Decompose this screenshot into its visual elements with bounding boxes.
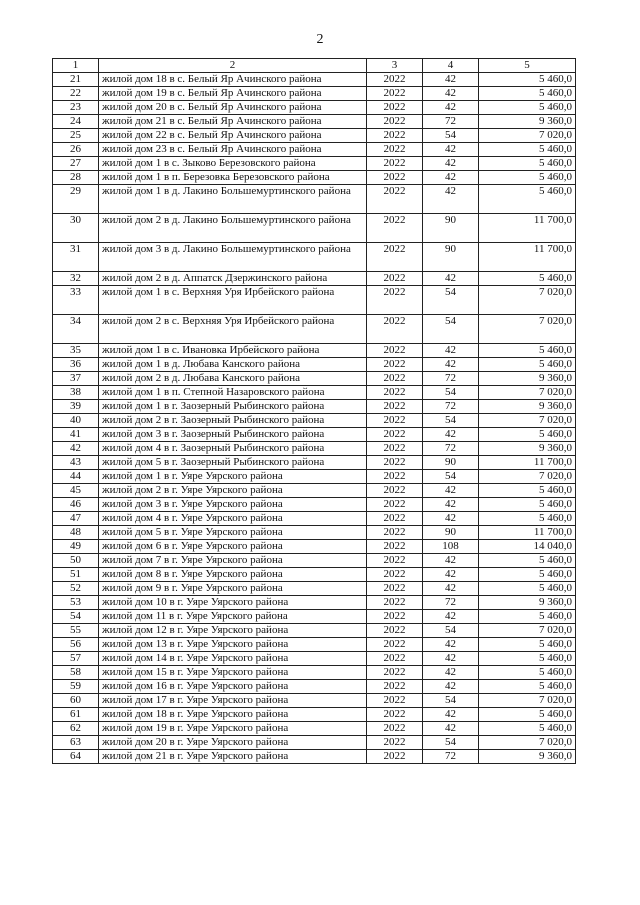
row-object-name: жилой дом 23 в с. Белый Яр Ачинского района [99,143,367,157]
row-quantity: 42 [423,554,479,568]
row-year: 2022 [367,582,423,596]
row-object-name: жилой дом 18 в г. Уяре Уярского района [99,708,367,722]
row-number: 38 [53,386,99,400]
table-row [53,750,576,764]
row-object-name: жилой дом 5 в г. Заозерный Рыбинского района [99,456,367,470]
row-amount: 11 700,0 [479,243,576,272]
row-year: 2022 [367,624,423,638]
row-quantity: 54 [423,470,479,484]
table-row [53,582,576,596]
row-year: 2022 [367,652,423,666]
row-year: 2022 [367,722,423,736]
row-quantity: 54 [423,386,479,400]
row-number: 58 [53,666,99,680]
table-row [53,666,576,680]
row-number: 62 [53,722,99,736]
row-year: 2022 [367,666,423,680]
row-year: 2022 [367,344,423,358]
row-year: 2022 [367,157,423,171]
row-quantity: 42 [423,428,479,442]
row-amount: 5 460,0 [479,157,576,171]
row-quantity: 42 [423,582,479,596]
row-quantity: 42 [423,652,479,666]
row-amount: 14 040,0 [479,540,576,554]
row-object-name: жилой дом 1 в п. Березовка Березовского района [99,171,367,185]
table-row [53,73,576,87]
row-year: 2022 [367,129,423,143]
row-quantity: 72 [423,372,479,386]
row-year: 2022 [367,428,423,442]
row-amount: 7 020,0 [479,129,576,143]
row-amount: 5 460,0 [479,358,576,372]
row-amount: 11 700,0 [479,214,576,243]
row-amount: 5 460,0 [479,484,576,498]
row-amount: 5 460,0 [479,272,576,286]
row-year: 2022 [367,243,423,272]
row-number: 47 [53,512,99,526]
row-object-name: жилой дом 5 в г. Уяре Уярского района [99,526,367,540]
row-year: 2022 [367,526,423,540]
row-quantity: 90 [423,456,479,470]
row-quantity: 72 [423,115,479,129]
row-year: 2022 [367,694,423,708]
row-object-name: жилой дом 7 в г. Уяре Уярского района [99,554,367,568]
row-year: 2022 [367,484,423,498]
row-year: 2022 [367,101,423,115]
row-amount: 7 020,0 [479,736,576,750]
row-quantity: 42 [423,171,479,185]
row-amount: 5 460,0 [479,652,576,666]
row-object-name: жилой дом 15 в г. Уяре Уярского района [99,666,367,680]
column-header: 5 [479,59,576,73]
row-object-name: жилой дом 1 в п. Степной Назаровского района [99,386,367,400]
row-object-name: жилой дом 19 в с. Белый Яр Ачинского района [99,87,367,101]
row-quantity: 90 [423,526,479,540]
table-row [53,680,576,694]
row-quantity: 42 [423,157,479,171]
row-quantity: 54 [423,129,479,143]
row-object-name: жилой дом 4 в г. Уяре Уярского района [99,512,367,526]
table-row [53,129,576,143]
row-year: 2022 [367,540,423,554]
row-object-name: жилой дом 3 в г. Уяре Уярского района [99,498,367,512]
row-amount: 5 460,0 [479,73,576,87]
row-amount: 9 360,0 [479,115,576,129]
table-row [53,358,576,372]
table-row [53,372,576,386]
row-amount: 11 700,0 [479,526,576,540]
row-object-name: жилой дом 14 в г. Уяре Уярского района [99,652,367,666]
table-row [53,638,576,652]
row-year: 2022 [367,512,423,526]
row-object-name: жилой дом 2 в г. Уяре Уярского района [99,484,367,498]
row-number: 56 [53,638,99,652]
row-object-name: жилой дом 17 в г. Уяре Уярского района [99,694,367,708]
row-number: 44 [53,470,99,484]
row-year: 2022 [367,596,423,610]
row-year: 2022 [367,708,423,722]
row-quantity: 42 [423,498,479,512]
row-quantity: 54 [423,414,479,428]
row-number: 34 [53,315,99,344]
row-quantity: 54 [423,736,479,750]
row-quantity: 72 [423,442,479,456]
row-quantity: 42 [423,708,479,722]
row-amount: 5 460,0 [479,428,576,442]
row-year: 2022 [367,171,423,185]
row-quantity: 42 [423,344,479,358]
row-number: 36 [53,358,99,372]
column-header: 1 [53,59,99,73]
row-amount: 5 460,0 [479,171,576,185]
row-amount: 5 460,0 [479,708,576,722]
table-row [53,596,576,610]
row-year: 2022 [367,286,423,315]
row-amount: 5 460,0 [479,638,576,652]
row-amount: 9 360,0 [479,596,576,610]
row-amount: 5 460,0 [479,185,576,214]
row-year: 2022 [367,386,423,400]
row-amount: 5 460,0 [479,143,576,157]
row-quantity: 42 [423,87,479,101]
row-quantity: 42 [423,722,479,736]
table-row [53,456,576,470]
row-quantity: 54 [423,315,479,344]
row-year: 2022 [367,214,423,243]
row-object-name: жилой дом 2 в д. Лакино Большемуртинского района [99,214,367,243]
row-year: 2022 [367,554,423,568]
row-amount: 5 460,0 [479,344,576,358]
row-number: 48 [53,526,99,540]
row-year: 2022 [367,568,423,582]
row-number: 55 [53,624,99,638]
row-object-name: жилой дом 1 в г. Уяре Уярского района [99,470,367,484]
table-row [53,736,576,750]
table-row [53,694,576,708]
row-number: 42 [53,442,99,456]
row-number: 64 [53,750,99,764]
row-number: 50 [53,554,99,568]
row-year: 2022 [367,372,423,386]
row-amount: 9 360,0 [479,400,576,414]
row-quantity: 42 [423,610,479,624]
table-row [53,87,576,101]
row-object-name: жилой дом 1 в с. Ивановка Ирбейского района [99,344,367,358]
row-amount: 5 460,0 [479,722,576,736]
table-row [53,652,576,666]
table-row [53,610,576,624]
row-quantity: 42 [423,484,479,498]
table-row [53,386,576,400]
row-number: 21 [53,73,99,87]
row-number: 63 [53,736,99,750]
row-number: 40 [53,414,99,428]
row-amount: 5 460,0 [479,554,576,568]
row-amount: 7 020,0 [479,386,576,400]
row-number: 25 [53,129,99,143]
table-row [53,214,576,243]
row-number: 37 [53,372,99,386]
row-object-name: жилой дом 6 в г. Уяре Уярского района [99,540,367,554]
row-object-name: жилой дом 1 в с. Зыково Березовского района [99,157,367,171]
row-quantity: 42 [423,638,479,652]
row-object-name: жилой дом 2 в г. Заозерный Рыбинского района [99,414,367,428]
row-object-name: жилой дом 1 в д. Любава Канского района [99,358,367,372]
row-object-name: жилой дом 18 в с. Белый Яр Ачинского района [99,73,367,87]
row-year: 2022 [367,115,423,129]
row-amount: 7 020,0 [479,624,576,638]
row-number: 33 [53,286,99,315]
table-row [53,157,576,171]
table-body [53,73,576,764]
table-row [53,101,576,115]
table-row [53,470,576,484]
row-amount: 9 360,0 [479,750,576,764]
table-row [53,400,576,414]
table-row [53,624,576,638]
row-object-name: жилой дом 20 в г. Уяре Уярского района [99,736,367,750]
table-header-row [53,59,576,73]
row-amount: 5 460,0 [479,582,576,596]
row-quantity: 42 [423,185,479,214]
row-amount: 11 700,0 [479,456,576,470]
column-header: 4 [423,59,479,73]
row-year: 2022 [367,315,423,344]
row-year: 2022 [367,736,423,750]
row-number: 24 [53,115,99,129]
row-quantity: 108 [423,540,479,554]
row-quantity: 42 [423,272,479,286]
column-header: 2 [99,59,367,73]
row-amount: 5 460,0 [479,568,576,582]
row-number: 26 [53,143,99,157]
table-row [53,185,576,214]
row-amount: 5 460,0 [479,680,576,694]
table-row [53,315,576,344]
row-object-name: жилой дом 11 в г. Уяре Уярского района [99,610,367,624]
row-object-name: жилой дом 19 в г. Уяре Уярского района [99,722,367,736]
row-year: 2022 [367,456,423,470]
row-year: 2022 [367,750,423,764]
row-amount: 5 460,0 [479,101,576,115]
row-object-name: жилой дом 13 в г. Уяре Уярского района [99,638,367,652]
row-number: 27 [53,157,99,171]
row-number: 35 [53,344,99,358]
row-year: 2022 [367,272,423,286]
row-quantity: 42 [423,143,479,157]
row-number: 46 [53,498,99,512]
row-quantity: 42 [423,358,479,372]
row-object-name: жилой дом 1 в с. Верхняя Уря Ирбейского района [99,286,367,315]
row-number: 29 [53,185,99,214]
table-row [53,554,576,568]
row-number: 32 [53,272,99,286]
row-number: 39 [53,400,99,414]
row-quantity: 42 [423,73,479,87]
row-amount: 5 460,0 [479,87,576,101]
table-row [53,708,576,722]
row-amount: 7 020,0 [479,315,576,344]
row-amount: 5 460,0 [479,498,576,512]
table-row [53,344,576,358]
table-row [53,286,576,315]
row-amount: 5 460,0 [479,512,576,526]
row-object-name: жилой дом 21 в с. Белый Яр Ачинского района [99,115,367,129]
row-object-name: жилой дом 1 в г. Заозерный Рыбинского района [99,400,367,414]
row-amount: 7 020,0 [479,286,576,315]
table-row [53,414,576,428]
row-number: 49 [53,540,99,554]
row-year: 2022 [367,143,423,157]
table-row [53,143,576,157]
row-year: 2022 [367,73,423,87]
row-quantity: 54 [423,286,479,315]
row-number: 60 [53,694,99,708]
row-object-name: жилой дом 9 в г. Уяре Уярского района [99,582,367,596]
row-number: 54 [53,610,99,624]
table-row [53,115,576,129]
row-quantity: 42 [423,680,479,694]
row-amount: 5 460,0 [479,666,576,680]
row-object-name: жилой дом 21 в г. Уяре Уярского района [99,750,367,764]
row-amount: 9 360,0 [479,442,576,456]
row-object-name: жилой дом 2 в д. Любава Канского района [99,372,367,386]
table-row [53,428,576,442]
row-year: 2022 [367,498,423,512]
row-object-name: жилой дом 10 в г. Уяре Уярского района [99,596,367,610]
row-number: 59 [53,680,99,694]
row-quantity: 72 [423,400,479,414]
row-number: 45 [53,484,99,498]
table-row [53,512,576,526]
row-object-name: жилой дом 8 в г. Уяре Уярского района [99,568,367,582]
row-object-name: жилой дом 4 в г. Заозерный Рыбинского района [99,442,367,456]
row-object-name: жилой дом 20 в с. Белый Яр Ачинского района [99,101,367,115]
row-number: 57 [53,652,99,666]
row-quantity: 54 [423,624,479,638]
table-row [53,498,576,512]
row-object-name: жилой дом 2 в с. Верхняя Уря Ирбейского района [99,315,367,344]
table-row [53,526,576,540]
table-row [53,540,576,554]
row-number: 53 [53,596,99,610]
table-row [53,171,576,185]
table-row [53,272,576,286]
table-row [53,484,576,498]
row-object-name: жилой дом 3 в г. Заозерный Рыбинского района [99,428,367,442]
row-object-name: жилой дом 22 в с. Белый Яр Ачинского района [99,129,367,143]
row-number: 30 [53,214,99,243]
row-year: 2022 [367,358,423,372]
row-number: 61 [53,708,99,722]
row-quantity: 42 [423,666,479,680]
table-row [53,442,576,456]
row-year: 2022 [367,442,423,456]
row-year: 2022 [367,87,423,101]
row-amount: 5 460,0 [479,610,576,624]
row-quantity: 72 [423,750,479,764]
row-quantity: 54 [423,694,479,708]
row-number: 28 [53,171,99,185]
row-year: 2022 [367,400,423,414]
row-year: 2022 [367,610,423,624]
table-row [53,568,576,582]
row-quantity: 72 [423,596,479,610]
row-amount: 7 020,0 [479,414,576,428]
column-header: 3 [367,59,423,73]
row-number: 43 [53,456,99,470]
row-quantity: 42 [423,512,479,526]
row-amount: 7 020,0 [479,694,576,708]
row-year: 2022 [367,414,423,428]
row-amount: 9 360,0 [479,372,576,386]
row-object-name: жилой дом 3 в д. Лакино Большемуртинского района [99,243,367,272]
row-year: 2022 [367,185,423,214]
row-object-name: жилой дом 12 в г. Уяре Уярского района [99,624,367,638]
row-amount: 7 020,0 [479,470,576,484]
row-object-name: жилой дом 1 в д. Лакино Большемуртинского района [99,185,367,214]
row-number: 31 [53,243,99,272]
row-number: 41 [53,428,99,442]
row-object-name: жилой дом 2 в д. Аппатск Дзержинского района [99,272,367,286]
row-number: 52 [53,582,99,596]
row-quantity: 42 [423,101,479,115]
row-quantity: 90 [423,243,479,272]
row-number: 22 [53,87,99,101]
row-year: 2022 [367,470,423,484]
row-quantity: 90 [423,214,479,243]
row-year: 2022 [367,680,423,694]
row-object-name: жилой дом 16 в г. Уяре Уярского района [99,680,367,694]
page-number: 2 [316,32,324,47]
row-year: 2022 [367,638,423,652]
table-row [53,243,576,272]
document-table [52,58,576,764]
row-quantity: 42 [423,568,479,582]
table-row [53,722,576,736]
row-number: 51 [53,568,99,582]
row-number: 23 [53,101,99,115]
